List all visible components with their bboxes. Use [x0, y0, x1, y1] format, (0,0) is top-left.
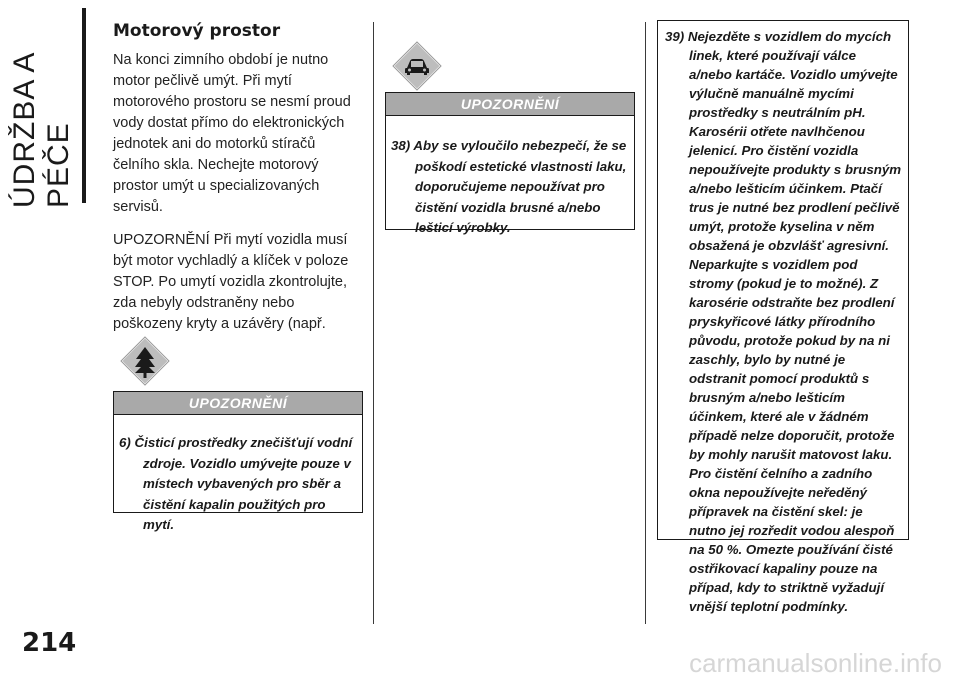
warning-text: 39) Nejezděte s vozidlem do mycích linek, které používají válce a/nebo kartáče. Vozidlo umývejte výlučně manuálně mycími prostředky s neutrálním pH. Karosérii otřete navlhčenou jelenicí. Pro čistění vozidla nepoužívejte produkty s brusným a/nebo lešticím účinkem. Ptačí trus je nutné bez prodlení pečlivě umýt, protože kyselina v něm obsažená je obzvlášť agresivní. Neparkujte s vozidlem pod stromy (pokud je to možné). Z karosérie odstraňte bez prodlení pryskyřicové látky přírodního původu, protože pokud by na ni zaschly, bylo by nutné je odstranit pomocí produktů s brusným a/nebo lešticím účinkem, které ale v žádném případě nelze doporučit, protože by mohly narušit matovost laku. Pro čistění čelního a zadního okna nepoužívejte neředěný přípravek na čistění skel: je nutno jej rozředit vodou alespoň na 50 %. Omezte používání čisté ostřikovací kapaliny pouze na případ, kdy to striktně vyžadují vnější teplotní podmínky.	[665, 29, 902, 614]
chapter-side-bar	[82, 8, 86, 203]
warning-box-environment	[113, 335, 363, 532]
car-warning-icon	[391, 40, 443, 92]
warning-box-car	[385, 40, 635, 235]
column-divider-1	[373, 22, 374, 624]
column-divider-2	[645, 22, 646, 624]
warning-label-bar: UPOZORNĚNÍ	[385, 92, 635, 116]
paragraph-2: UPOZORNĚNÍ Při mytí vozidla musí být motor vychladlý a klíček v poloze STOP. Po umytí vozidla zkontrolujte, zda nebyly odstraněny nebo poškozeny kryty a uzávěry (např.	[113, 232, 349, 332]
page-number: 214	[22, 628, 77, 658]
paragraph-1: Na konci zimního období je nutno motor pečlivě umýt. Při mytí motorového prostoru se nesmí proud vody dostat přímo do elektronických jednotek ani do motorků stíračů čelního skla. Nechejte motorový prostor umýt u specializovaných servisů.	[113, 52, 351, 215]
warning-box-washing	[657, 20, 909, 614]
section-heading: Motorový prostor	[113, 21, 281, 41]
watermark: carmanualsonline.info	[689, 648, 942, 678]
environment-tree-icon	[119, 335, 171, 387]
warning-text: 6) Čisticí prostředky znečišťují vodní zdroje. Vozidlo umývejte pouze v místech vybavených pro sběr a čistění kapalin použitých pro mytí.	[119, 435, 353, 532]
warning-text: 38) Aby se vyloučilo nebezpečí, že se poškodí estetické vlastnosti laku, doporučujeme nepoužívat pro čistění vozidla brusné a/nebo lešticí výrobky.	[391, 138, 627, 235]
chapter-side-title: ÚDRŽBA A PÉČE	[8, 53, 75, 208]
warning-label-bar: UPOZORNĚNÍ	[113, 391, 363, 415]
column-1	[113, 20, 363, 368]
